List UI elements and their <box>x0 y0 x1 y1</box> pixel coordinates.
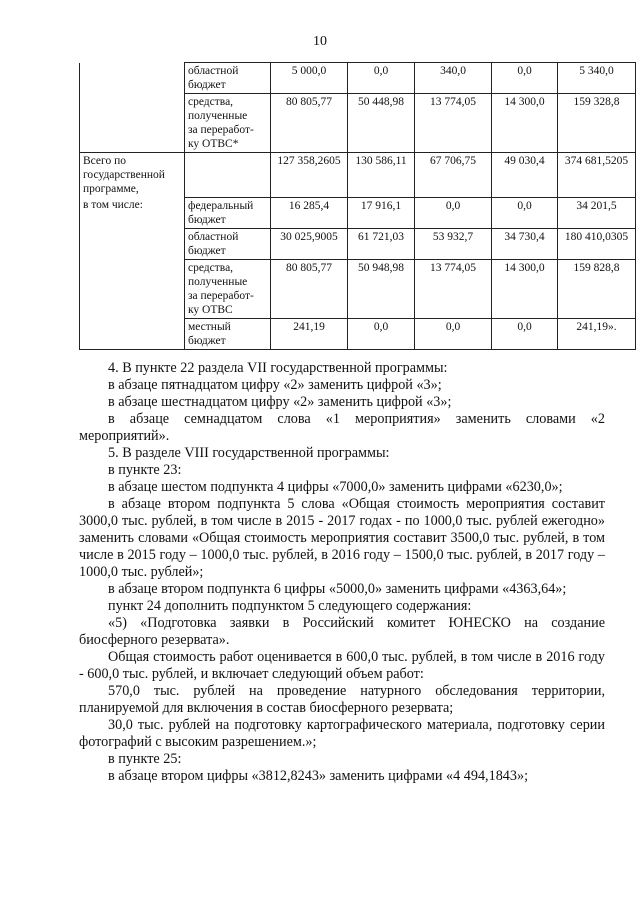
funding-source-cell <box>185 153 271 198</box>
funding-source-cell <box>185 259 271 318</box>
row-group-cell <box>80 318 185 349</box>
funding-source-line: ку ОТВС <box>188 303 233 316</box>
row-group-cell: в том числе: <box>80 197 185 228</box>
value-cell: 34 730,4 <box>492 228 558 259</box>
funding-source-cell <box>185 197 271 228</box>
value-cell: 159 328,8 <box>558 94 636 153</box>
value-cell: 159 828,8 <box>558 259 636 318</box>
paragraph: в абзаце шестнадцатом цифру «2» заменить цифрой «3»; <box>108 394 452 410</box>
paragraph: в абзаце втором подпункта 6 цифры «5000,0» заменить цифрами «4363,64»; <box>108 581 567 597</box>
funding-source-line: полученные <box>188 275 248 288</box>
value-cell: 67 706,75 <box>415 153 492 198</box>
table-row <box>80 63 636 94</box>
value-cell: 0,0 <box>492 197 558 228</box>
value-cell: 53 932,7 <box>415 228 492 259</box>
funding-source-line: областной <box>188 230 239 243</box>
funding-source-cell <box>185 228 271 259</box>
value-cell: 0,0 <box>415 318 492 349</box>
amendment-text <box>79 360 605 785</box>
value-cell: 0,0 <box>415 197 492 228</box>
value-cell: 61 721,03 <box>348 228 415 259</box>
value-cell: 50 448,98 <box>348 94 415 153</box>
funding-source-line: бюджет <box>188 334 226 347</box>
paragraph: в абзаце втором цифры «3812,8243» заменить цифрами «4 494,1843»; <box>108 768 529 784</box>
value-cell: 13 774,05 <box>415 259 492 318</box>
funding-source-cell <box>185 94 271 153</box>
row-group-cell <box>80 228 185 259</box>
table-row <box>80 94 636 153</box>
value-cell: 0,0 <box>492 63 558 94</box>
funding-source-line: ку ОТВС* <box>188 138 239 150</box>
paragraph: 5. В разделе VIII государственной программы: <box>108 445 390 461</box>
paragraph: в пункте 23: <box>108 462 182 478</box>
value-cell: 17 916,1 <box>348 197 415 228</box>
paragraph: пункт 24 дополнить подпунктом 5 следующего содержания: <box>108 598 472 614</box>
paragraph: в абзаце пятнадцатом цифру «2» заменить цифрой «3»; <box>108 377 442 393</box>
table-row <box>80 197 636 228</box>
value-cell: 80 805,77 <box>271 94 348 153</box>
value-cell: 14 300,0 <box>492 259 558 318</box>
funding-source-line: средства, <box>188 96 234 108</box>
value-cell: 14 300,0 <box>492 94 558 153</box>
paragraph: 4. В пункте 22 раздела VII государственной программы: <box>108 360 448 376</box>
funding-source-line: федеральный <box>188 199 254 212</box>
funding-source-line: бюджет <box>188 213 226 226</box>
paragraph: 570,0 тыс. рублей на проведение натурного обследования территории, планируемой для включения в состав биосферного резервата; <box>79 683 605 716</box>
table-row <box>80 153 636 198</box>
value-cell: 80 805,77 <box>271 259 348 318</box>
budget-table <box>79 62 636 350</box>
funding-source-line: бюджет <box>188 79 226 91</box>
value-cell: 5 000,0 <box>271 63 348 94</box>
value-cell: 340,0 <box>415 63 492 94</box>
paragraph: в абзаце семнадцатом слова «1 мероприятия» заменить словами «2 мероприятий». <box>79 411 605 444</box>
table-row <box>80 318 636 349</box>
funding-source-line: местный <box>188 320 231 333</box>
value-cell: 241,19 <box>271 318 348 349</box>
paragraph: «5) «Подготовка заявки в Российский комитет ЮНЕСКО на создание биосферного резервата». <box>79 615 605 648</box>
funding-source-line: областной <box>188 65 239 77</box>
value-cell: 49 030,4 <box>492 153 558 198</box>
value-cell: 0,0 <box>492 318 558 349</box>
funding-source-line: за переработ- <box>188 124 254 136</box>
value-cell: 34 201,5 <box>558 197 636 228</box>
row-group-cell <box>80 63 185 94</box>
value-cell: 0,0 <box>348 63 415 94</box>
funding-source-cell <box>185 318 271 349</box>
funding-source-line: средства, <box>188 261 234 274</box>
paragraph: в абзаце втором подпункта 5 слова «Общая стоимость мероприятия составит 3000,0 тыс. рублей, в том числе в 2015 - 2017 годах - по 1000,0 тыс. рублей ежегодно» заменить словами «Общая стоимость мероприятия составит 3500,0 тыс. рублей, в том числе в 2015 году – 1000,0 тыс. рублей, в 2016 году – 1500,0 тыс. рублей, в 2017 году – 1000,0 тыс. рублей»; <box>79 496 605 580</box>
paragraph: в пункте 25: <box>108 751 182 767</box>
funding-source-line: полученные <box>188 110 248 122</box>
paragraph: Общая стоимость работ оценивается в 600,0 тыс. рублей, в том числе в 2016 году - 600,0 тыс. рублей, и включает следующий объем работ: <box>79 649 605 682</box>
page-number: 10 <box>313 34 327 49</box>
value-cell: 130 586,11 <box>348 153 415 198</box>
table-row <box>80 259 636 318</box>
value-cell: 16 285,4 <box>271 197 348 228</box>
value-cell: 0,0 <box>348 318 415 349</box>
funding-source-line: за переработ- <box>188 289 254 302</box>
value-cell: 180 410,0305 <box>558 228 636 259</box>
value-cell: 50 948,98 <box>348 259 415 318</box>
row-group-cell: Всего по государственной программе, <box>80 153 185 198</box>
value-cell: 30 025,9005 <box>271 228 348 259</box>
value-cell: 13 774,05 <box>415 94 492 153</box>
value-cell: 374 681,5205 <box>558 153 636 198</box>
row-group-cell <box>80 94 185 153</box>
value-cell: 127 358,2605 <box>271 153 348 198</box>
paragraph: в абзаце шестом подпункта 4 цифры «7000,0» заменить цифрами «6230,0»; <box>108 479 563 495</box>
table-row <box>80 228 636 259</box>
paragraph: 30,0 тыс. рублей на подготовку картографического материала, подготовку серии фотографий с высоким разрешением.»; <box>79 717 605 750</box>
funding-source-line: бюджет <box>188 244 226 257</box>
value-cell: 5 340,0 <box>558 63 636 94</box>
funding-source-cell <box>185 63 271 94</box>
value-cell: 241,19». <box>558 318 636 349</box>
row-group-cell <box>80 259 185 318</box>
